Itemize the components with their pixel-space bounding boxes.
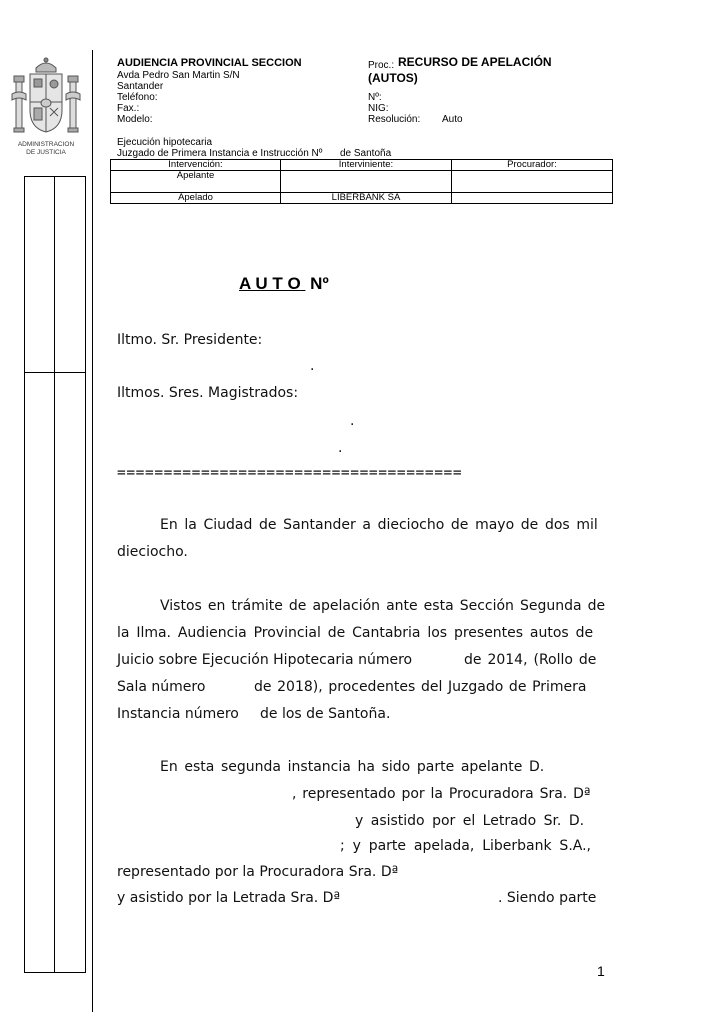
paragraph-2-line-5a: Instancia número: [117, 706, 239, 722]
paragraph-3-line-2: , representado por la Procuradora Sra. Dª: [292, 786, 591, 802]
resolution-label: Resolución:: [368, 114, 421, 125]
row-procurator: [452, 193, 613, 204]
row-role: Apelante: [111, 171, 281, 193]
header-intervener: Interviniente:: [281, 160, 452, 171]
paragraph-2-line-2: la Ilma. Audiencia Provincial de Cantabria los presentes autos de: [117, 625, 594, 641]
paragraph-3-line-6b: . Siendo parte: [498, 890, 597, 906]
phone-label: Teléfono:: [117, 92, 158, 103]
proc-value: RECURSO DE APELACIÓN: [398, 55, 552, 69]
fax-label: Fax.:: [117, 103, 140, 114]
title-number: Nº: [310, 274, 329, 293]
paragraph-2-line-3b: de 2014, (Rollo de: [464, 652, 597, 668]
header-intervention: Intervención:: [111, 160, 281, 171]
resolution-value: Auto: [442, 114, 463, 125]
paragraph-2-line-4a: Sala número: [117, 679, 206, 695]
magistrates-label: Iltmos. Sres. Magistrados:: [117, 385, 299, 401]
court-address: Avda Pedro San Martin S/N: [117, 70, 240, 81]
table-row: [111, 171, 613, 193]
proc-value-line2: (AUTOS): [368, 71, 418, 85]
origin-court-suffix: de Santoña: [339, 148, 392, 159]
paragraph-3-line-6a: y asistido por la Letrada Sra. Dª: [117, 890, 341, 906]
president-dot: .: [310, 358, 315, 374]
proc-label: Proc.:: [368, 60, 395, 71]
magistrate-dot-1: .: [350, 413, 355, 429]
court-name: AUDIENCIA PROVINCIAL SECCION: [117, 57, 302, 69]
paragraph-1-line-1: En la Ciudad de Santander a dieciocho de mayo de dos mil: [160, 517, 598, 533]
table-header-row: [111, 160, 613, 171]
nig-label: NIG:: [368, 103, 389, 114]
document-title: [239, 274, 329, 294]
margin-frame: [24, 176, 86, 973]
table-row: [111, 193, 613, 204]
paragraph-2-line-4b: de 2018), procedentes del Juzgado de Primera: [254, 679, 587, 695]
parties-table: [110, 159, 613, 204]
paragraph-3-line-1: En esta segunda instancia ha sido parte apelante D.: [160, 759, 545, 775]
margin-frame-row-divider: [24, 372, 86, 373]
separator-line: =====================================: [117, 465, 463, 481]
row-intervener: LIBERBANK SA: [281, 193, 452, 204]
logo-caption-line2: DE JUSTICIA: [26, 149, 66, 156]
row-procurator: [452, 171, 613, 193]
court-city: Santander: [117, 81, 164, 92]
logo-caption: [8, 141, 84, 157]
origin-court-prefix: Juzgado de Primera Instancia e Instrucción Nº: [117, 148, 323, 159]
magistrate-dot-2: .: [338, 440, 343, 456]
paragraph-3-line-4: ; y parte apelada, Liberbank S.A.,: [340, 838, 592, 854]
number-label: Nº:: [368, 92, 382, 103]
margin-frame-divider: [54, 176, 55, 973]
paragraph-3-line-3: y asistido por el Letrado Sr. D.: [355, 813, 585, 829]
paragraph-2-line-3a: Juicio sobre Ejecución Hipotecaria número: [117, 652, 413, 668]
margin-rule: [92, 50, 93, 1012]
president-label: Iltmo. Sr. Presidente:: [117, 332, 263, 348]
paragraph-2-line-5b: de los de Santoña.: [260, 706, 391, 722]
page-number: 1: [597, 963, 605, 979]
logo-caption-line1: ADMINISTRACION: [17, 141, 75, 148]
paragraph-1-line-2: dieciocho.: [117, 544, 188, 560]
paragraph-3-line-5: representado por la Procuradora Sra. Dª: [117, 864, 399, 880]
row-intervener: [281, 171, 452, 193]
title-auto: A U T O: [239, 274, 301, 293]
origin-type: Ejecución hipotecaria: [117, 137, 213, 148]
coat-of-arms-icon: [10, 54, 82, 140]
header-procurator: Procurador:: [452, 160, 613, 171]
paragraph-2-line-1: Vistos en trámite de apelación ante esta Sección Segunda de: [160, 598, 606, 614]
coat-of-arms-logo: [10, 54, 82, 140]
model-label: Modelo:: [117, 114, 153, 125]
origin-court: [117, 148, 391, 159]
row-role: Apelado: [111, 193, 281, 204]
